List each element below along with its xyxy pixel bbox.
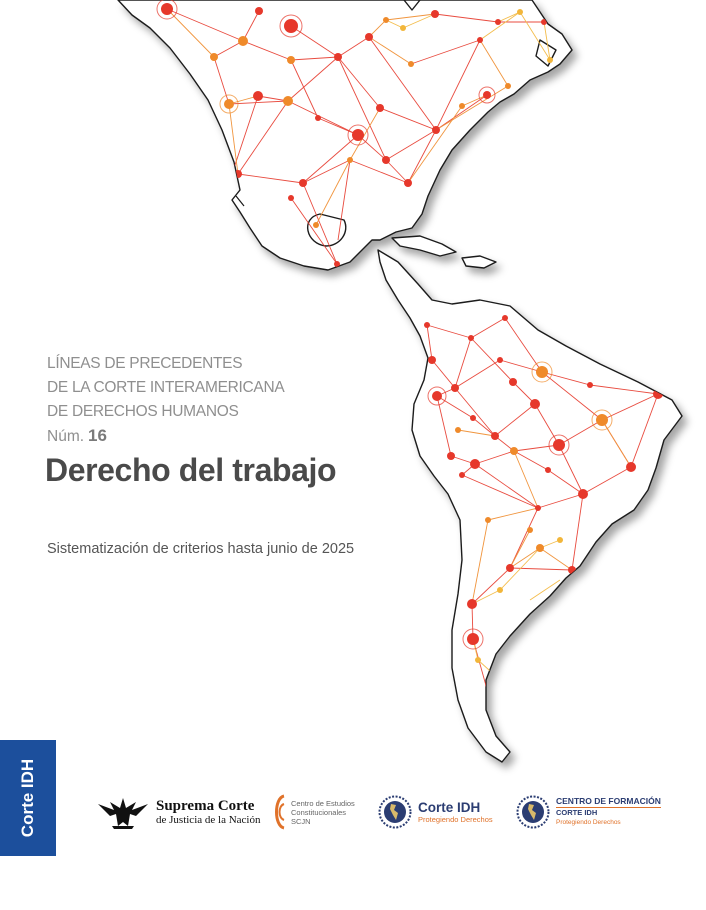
map-node <box>365 33 373 41</box>
map-node <box>497 587 503 593</box>
map-node <box>432 126 440 134</box>
centro-formacion-logo <box>516 795 661 829</box>
scjn-logo <box>96 796 260 830</box>
map-node <box>497 357 503 363</box>
issue-number-value: 16 <box>88 426 107 445</box>
map-node <box>502 315 508 321</box>
cec-logo-line1: Centro de Estudios <box>291 798 355 808</box>
map-node <box>459 472 465 478</box>
map-node <box>557 537 563 543</box>
map-node <box>283 96 293 106</box>
map-node <box>210 53 218 61</box>
map-node <box>535 505 541 511</box>
map-node <box>536 366 548 378</box>
side-tab-label: Corte IDH <box>18 758 37 838</box>
map-node <box>459 103 465 109</box>
corte-idh-logo-tagline: Protegiendo Derechos <box>418 815 493 824</box>
map-node <box>383 17 389 23</box>
map-node <box>408 61 414 67</box>
cec-logo-line3: SCJN <box>291 816 311 826</box>
map-node <box>224 99 234 109</box>
centro-formacion-globe-icon <box>516 795 550 829</box>
scjn-logo-line1: Suprema Corte <box>156 798 255 814</box>
map-node <box>455 427 461 433</box>
map-node <box>227 177 233 183</box>
map-node <box>287 56 295 64</box>
eagle-seal-icon <box>96 796 150 830</box>
map-node <box>432 391 442 401</box>
map-node <box>596 414 608 426</box>
map-node <box>447 452 455 460</box>
map-node <box>424 322 430 328</box>
corte-idh-globe-icon <box>378 795 412 829</box>
series-line-3: DE DERECHOS HUMANOS <box>47 403 239 420</box>
map-node <box>451 384 459 392</box>
map-node <box>315 115 321 121</box>
series-heading <box>47 352 284 449</box>
map-node <box>234 170 242 178</box>
map-node <box>470 415 476 421</box>
map-node <box>505 83 511 89</box>
map-node <box>495 19 501 25</box>
map-node <box>334 53 342 61</box>
map-node <box>253 91 263 101</box>
map-node <box>347 157 353 163</box>
scjn-logo-line2: de Justicia de la Nación <box>156 814 261 826</box>
corte-idh-logo-name: Corte IDH <box>418 800 481 815</box>
map-node <box>491 432 499 440</box>
series-line-2: DE LA CORTE INTERAMERICANA <box>47 379 285 396</box>
map-node <box>288 195 294 201</box>
map-node <box>553 439 565 451</box>
map-node <box>284 19 298 33</box>
map-node <box>376 104 384 112</box>
map-node <box>404 179 412 187</box>
series-line-1: LÍNEAS DE PRECEDENTES <box>47 355 243 372</box>
cec-logo-line2: Constitucionales <box>291 807 347 817</box>
map-node <box>255 7 263 15</box>
cec-logo <box>272 794 355 830</box>
map-node <box>545 467 551 473</box>
map-node <box>238 36 248 46</box>
map-node <box>161 3 173 15</box>
map-node <box>477 37 483 43</box>
map-node <box>352 129 364 141</box>
map-node <box>428 356 436 364</box>
map-node <box>587 382 593 388</box>
centro-formacion-line2: CORTE IDH <box>556 808 598 817</box>
map-node <box>509 378 517 386</box>
page-title: Derecho del trabajo <box>45 452 337 488</box>
map-node <box>431 10 439 18</box>
map-node <box>626 462 636 472</box>
map-node <box>536 544 544 552</box>
issue-number-label: Núm. <box>47 428 85 445</box>
map-node <box>313 222 319 228</box>
map-node <box>467 599 477 609</box>
corte-idh-logo <box>378 795 493 829</box>
map-node <box>547 57 553 63</box>
map-node <box>475 657 481 663</box>
map-node <box>517 9 523 15</box>
issue-number <box>47 424 284 449</box>
map-node <box>506 564 514 572</box>
page-subtitle: Sistematización de criterios hasta junio de 2025 <box>47 541 355 557</box>
corte-idh-side-tab <box>0 740 56 856</box>
map-node <box>299 179 307 187</box>
map-node <box>467 633 479 645</box>
map-node <box>527 527 533 533</box>
map-node <box>483 91 491 99</box>
map-node <box>400 25 406 31</box>
map-node <box>578 489 588 499</box>
map-node <box>530 399 540 409</box>
centro-formacion-line1: CENTRO DE FORMACIÓN <box>556 796 661 806</box>
map-node <box>382 156 390 164</box>
map-node <box>468 335 474 341</box>
map-node <box>568 566 576 574</box>
map-node <box>487 697 493 703</box>
map-node <box>485 517 491 523</box>
map-node <box>510 447 518 455</box>
cec-logo-icon <box>272 794 286 830</box>
centro-formacion-line3: Protegiendo Derechos <box>556 819 621 826</box>
map-node <box>470 459 480 469</box>
